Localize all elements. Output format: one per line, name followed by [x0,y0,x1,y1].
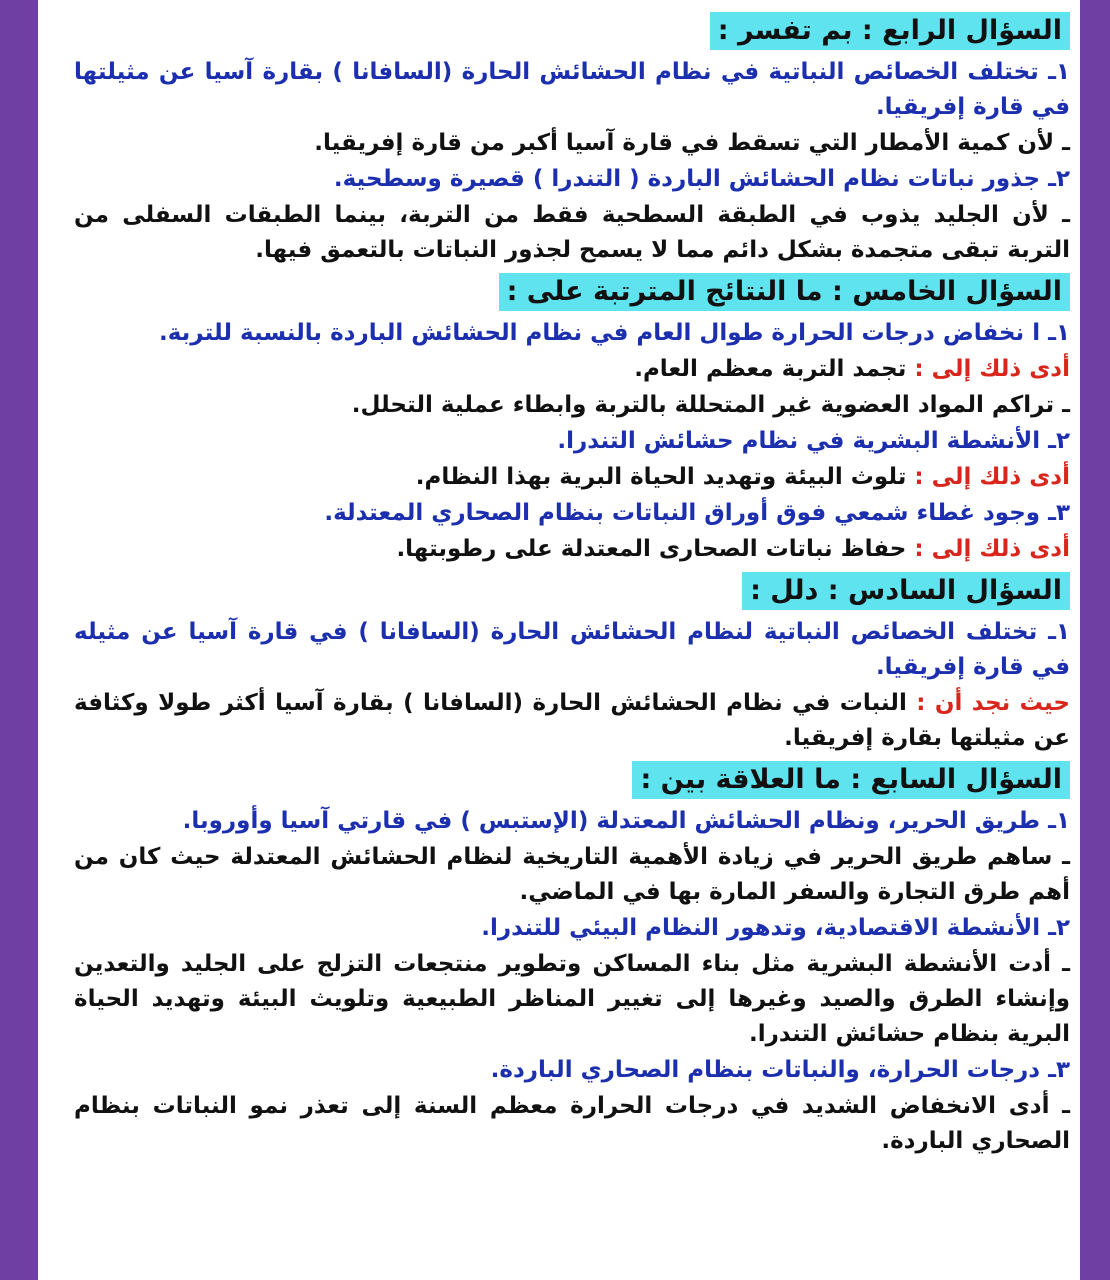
question-item: ١ـ ا نخفاض درجات الحرارة طوال العام في نظام الحشائش الباردة بالنسبة للتربة. [158,320,1070,346]
answer-item: ـ أدت الأنشطة البشرية مثل بناء المساكن وتطوير منتجعات التزلج على الجليد والتعدين وإنشاء الطرق والصيد وغيرها إلى تغيير المناظر الطبيعية وتلويث البيئة وتهديد الحياة البرية بنظام حشائش التندرا. [74,951,1070,1047]
section-heading: السؤال السادس : دلل : [742,572,1070,610]
result-text: تلوث البيئة وتهديد الحياة البرية بهذا النظام. [415,464,915,490]
answer-item: ـ تراكم المواد العضوية غير المتحللة بالتربة وابطاء عملية التحلل. [351,392,1070,418]
question-item: ٣ـ درجات الحرارة، والنباتات بنظام الصحاري الباردة. [490,1057,1070,1083]
result-item [74,532,1070,567]
section-heading: السؤال السابع : ما العلاقة بين : [632,761,1070,799]
result-prefix: حيث نجد أن : [916,690,1070,716]
question-item: ٢ـ الأنشطة الاقتصادية، وتدهور النظام البيئي للتندرا. [481,915,1070,941]
section-heading: السؤال الخامس : ما النتائج المترتبة على : [499,273,1070,311]
question-item: ١ـ تختلف الخصائص النباتية في نظام الحشائش الحارة (السافانا ) بقارة آسيا عن مثيلتها في قارة إفريقيا. [74,59,1070,120]
answer-item: ـ لأن الجليد يذوب في الطبقة السطحية فقط من التربة، بينما الطبقات السفلى من التربة تبقى متجمدة بشكل دائم مما لا يسمح لجذور النباتات بالتعمق فيها. [74,202,1070,263]
result-prefix: أدى ذلك إلى : [914,536,1070,562]
answer-item: ـ ساهم طريق الحرير في زيادة الأهمية التاريخية لنظام الحشائش المعتدلة حيث كان من أهم طرق التجارة والسفر المارة بها في الماضي. [74,844,1070,905]
result-item [74,460,1070,495]
section-5 [74,269,1070,567]
result-item [74,352,1070,387]
section-4 [74,8,1070,268]
question-item: ٢ـ جذور نباتات نظام الحشائش الباردة ( التندرا ) قصيرة وسطحية. [333,166,1070,192]
section-7 [74,757,1070,1159]
answer-item: ـ لأن كمية الأمطار التي تسقط في قارة آسيا أكبر من قارة إفريقيا. [314,130,1070,156]
section-heading: السؤال الرابع : بم تفسر : [710,12,1070,50]
result-prefix: أدى ذلك إلى : [914,356,1070,382]
result-item [74,686,1070,756]
answer-item: ـ أدى الانخفاض الشديد في درجات الحرارة معظم السنة إلى تعذر نمو النباتات بنظام الصحاري الباردة. [74,1093,1070,1154]
result-text: حفاظ نباتات الصحارى المعتدلة على رطوبتها. [396,536,915,562]
result-prefix: أدى ذلك إلى : [914,464,1070,490]
question-item: ٢ـ الأنشطة البشرية في نظام حشائش التندرا. [557,428,1070,454]
section-6 [74,568,1070,756]
question-item: ١ـ طريق الحرير، ونظام الحشائش المعتدلة (الإستبس ) في قارتي آسيا وأوروبا. [182,808,1070,834]
worksheet-page [38,0,1080,1280]
question-item: ٣ـ وجود غطاء شمعي فوق أوراق النباتات بنظام الصحاري المعتدلة. [324,500,1070,526]
result-text: تجمد التربة معظم العام. [634,356,915,382]
question-item: ١ـ تختلف الخصائص النباتية لنظام الحشائش الحارة (السافانا ) في قارة آسيا عن مثيله في قارة إفريقيا. [74,619,1070,680]
result-text: النبات في نظام الحشائش الحارة (السافانا ) بقارة آسيا أكثر طولا وكثافة عن مثيلتها بقارة إفريقيا. [74,690,1070,751]
